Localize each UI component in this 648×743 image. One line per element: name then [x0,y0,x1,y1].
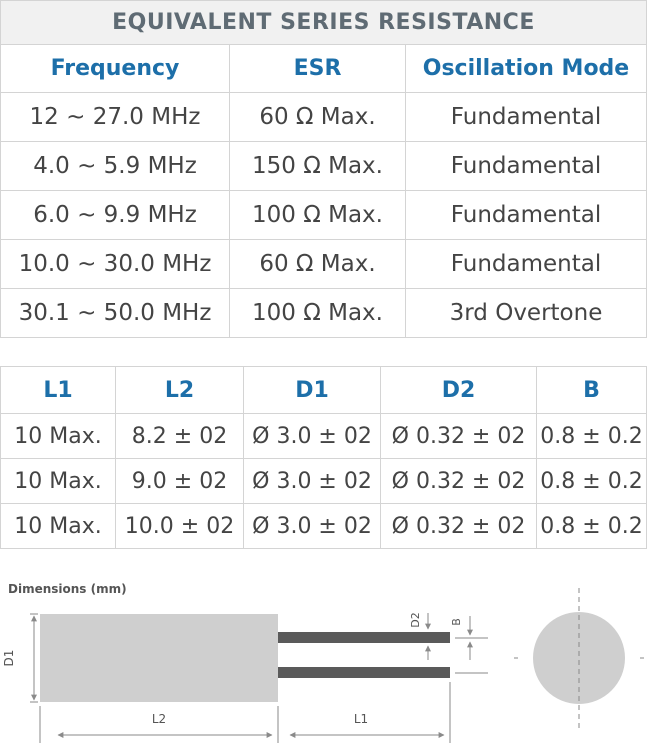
l2-cell: 10.0 ± 02 [116,504,244,549]
d1-cell: Ø 3.0 ± 02 [244,459,381,504]
header-d2: D2 [381,367,537,414]
dimensions-table [0,366,647,549]
dimensions-diagram [0,572,648,743]
l1-cell: 10 Max. [1,504,116,549]
d2-label: D2 [409,612,422,628]
esr-cell: 60 Ω Max. [230,240,406,289]
header-l2: L2 [116,367,244,414]
l1-cell: 10 Max. [1,459,116,504]
table-row [1,289,647,338]
esr-title: EQUIVALENT SERIES RESISTANCE [1,1,647,45]
dimensions-header-row [1,367,647,414]
bottom-lead [278,667,450,678]
b-label: B [450,618,463,626]
mode-cell: 3rd Overtone [406,289,647,338]
table-row [1,504,647,549]
frequency-cell: 6.0 ~ 9.9 MHz [1,191,230,240]
d1-label: D1 [2,649,16,667]
l2-cell: 8.2 ± 02 [116,414,244,459]
esr-cell: 100 Ω Max. [230,191,406,240]
d2-cell: Ø 0.32 ± 02 [381,459,537,504]
table-row [1,93,647,142]
esr-cell: 60 Ω Max. [230,93,406,142]
crystal-body [40,614,278,702]
frequency-cell: 10.0 ~ 30.0 MHz [1,240,230,289]
b-cell: 0.8 ± 0.2 [537,504,647,549]
mode-cell: Fundamental [406,191,647,240]
esr-title-row [1,1,647,45]
d1-cell: Ø 3.0 ± 02 [244,414,381,459]
b-cell: 0.8 ± 0.2 [537,459,647,504]
b-cell: 0.8 ± 0.2 [537,414,647,459]
d2-cell: Ø 0.32 ± 02 [381,504,537,549]
mode-cell: Fundamental [406,142,647,191]
header-b: B [537,367,647,414]
esr-cell: 150 Ω Max. [230,142,406,191]
mode-cell: Fundamental [406,240,647,289]
frequency-cell: 30.1 ~ 50.0 MHz [1,289,230,338]
frequency-cell: 4.0 ~ 5.9 MHz [1,142,230,191]
diagram-heading: Dimensions (mm) [8,582,127,596]
top-lead [278,632,450,643]
l2-label: L2 [151,712,167,726]
mode-cell: Fundamental [406,93,647,142]
esr-table [0,0,647,338]
frequency-cell: 12 ~ 27.0 MHz [1,93,230,142]
table-row [1,142,647,191]
esr-header-frequency: Frequency [1,45,230,93]
table-row [1,240,647,289]
esr-header-oscillation-mode: Oscillation Mode [406,45,647,93]
header-d1: D1 [244,367,381,414]
table-row [1,414,647,459]
esr-header-row [1,45,647,93]
d1-cell: Ø 3.0 ± 02 [244,504,381,549]
table-row [1,191,647,240]
l1-label: L1 [353,712,369,726]
header-l1: L1 [1,367,116,414]
l1-cell: 10 Max. [1,414,116,459]
esr-cell: 100 Ω Max. [230,289,406,338]
esr-header-esr: ESR [230,45,406,93]
d2-cell: Ø 0.32 ± 02 [381,414,537,459]
table-row [1,459,647,504]
l2-cell: 9.0 ± 02 [116,459,244,504]
